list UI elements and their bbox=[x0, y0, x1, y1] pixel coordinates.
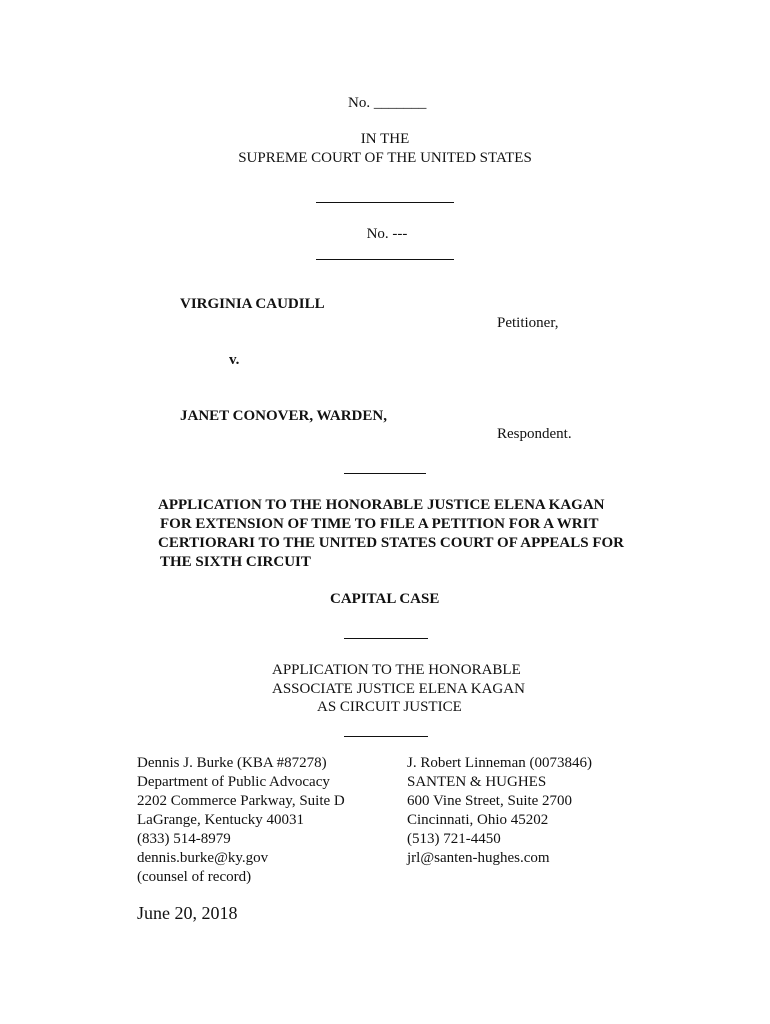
divider-bottom bbox=[316, 259, 454, 260]
counsel-right-line: 600 Vine Street, Suite 2700 bbox=[407, 793, 573, 809]
counsel-right-line: SANTEN & HUGHES bbox=[407, 774, 547, 790]
divider-short-3 bbox=[344, 736, 428, 737]
application-line-3: AS CIRCUIT JUSTICE bbox=[317, 699, 462, 715]
divider-top bbox=[316, 202, 454, 203]
filing-date: June 20, 2018 bbox=[137, 903, 238, 923]
title-line-3: CERTIORARI TO THE UNITED STATES COURT OF APPEALS FOR bbox=[158, 535, 624, 551]
respondent-role: Respondent. bbox=[497, 426, 572, 442]
counsel-left-line: (833) 514-8979 bbox=[137, 831, 231, 847]
counsel-left-line: LaGrange, Kentucky 40031 bbox=[137, 812, 305, 828]
counsel-left-line: dennis.burke@ky.gov bbox=[137, 850, 269, 866]
docket-number: No. _______ bbox=[348, 95, 427, 111]
divider-short-2 bbox=[344, 638, 428, 639]
sub-docket-number: No. --- bbox=[366, 226, 408, 242]
counsel-right-line: (513) 721-4450 bbox=[407, 831, 501, 847]
petitioner-role: Petitioner, bbox=[497, 315, 559, 331]
court-line-1: IN THE bbox=[360, 131, 410, 147]
counsel-right-line: jrl@santen-hughes.com bbox=[407, 850, 550, 866]
court-line-2: SUPREME COURT OF THE UNITED STATES bbox=[238, 150, 532, 166]
petitioner-name: VIRGINIA CAUDILL bbox=[180, 296, 325, 312]
respondent-name: JANET CONOVER, WARDEN, bbox=[180, 408, 387, 424]
counsel-left-line: (counsel of record) bbox=[137, 869, 252, 885]
application-line-2: ASSOCIATE JUSTICE ELENA KAGAN bbox=[272, 681, 525, 697]
title-line-4: THE SIXTH CIRCUIT bbox=[160, 554, 311, 570]
title-line-2: FOR EXTENSION OF TIME TO FILE A PETITION FOR A WRIT bbox=[160, 516, 599, 532]
divider-short-1 bbox=[344, 473, 426, 474]
counsel-left-line: 2202 Commerce Parkway, Suite D bbox=[137, 793, 345, 809]
counsel-right-line: Cincinnati, Ohio 45202 bbox=[407, 812, 549, 828]
application-line-1: APPLICATION TO THE HONORABLE bbox=[272, 662, 521, 678]
title-line-1: APPLICATION TO THE HONORABLE JUSTICE ELENA KAGAN bbox=[158, 497, 605, 513]
counsel-right-line: J. Robert Linneman (0073846) bbox=[407, 755, 592, 771]
counsel-right bbox=[407, 754, 592, 868]
counsel-left-line: Department of Public Advocacy bbox=[137, 774, 330, 790]
versus: v. bbox=[229, 352, 240, 368]
counsel-left-line: Dennis J. Burke (KBA #87278) bbox=[137, 755, 327, 771]
capital-case: CAPITAL CASE bbox=[330, 591, 440, 607]
counsel-left bbox=[137, 754, 345, 887]
